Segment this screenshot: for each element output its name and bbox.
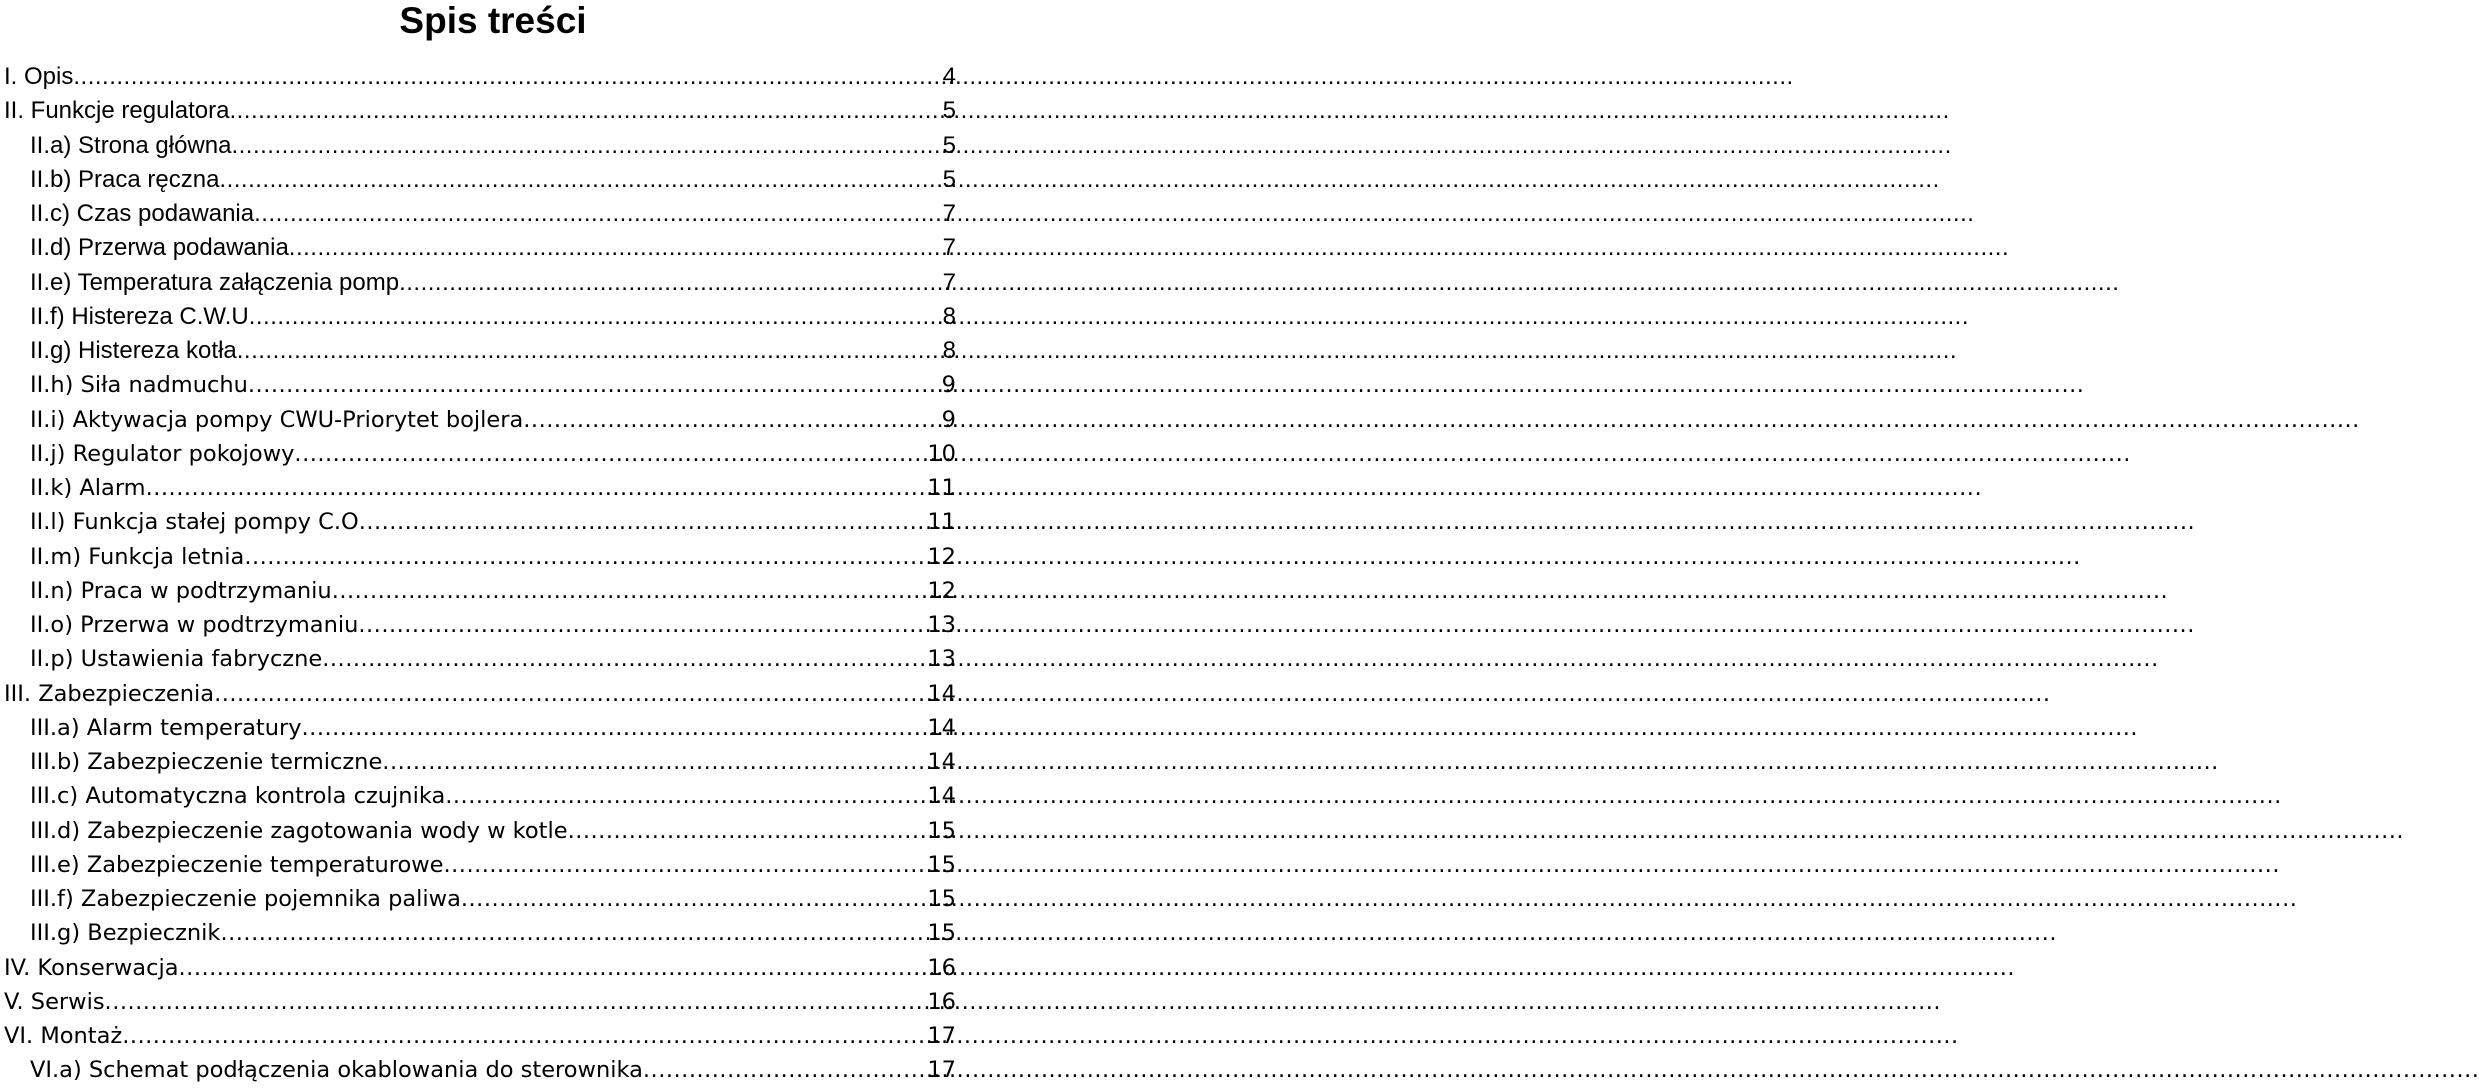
toc-entry[interactable] <box>0 711 960 745</box>
toc-dot-leader <box>237 334 943 368</box>
toc-dot-leader <box>322 642 927 676</box>
toc-entry[interactable] <box>0 608 960 642</box>
toc-page-number: 10 <box>927 440 956 467</box>
toc-page-number: 14 <box>927 783 956 810</box>
toc-dot-leader <box>302 711 928 745</box>
toc-entry-label: VI. Montaż <box>4 1023 123 1049</box>
toc-dot-leader <box>73 60 942 94</box>
toc-entry-label: III.g) Bezpiecznik <box>30 920 221 947</box>
toc-entry-label: II.p) Ustawienia fabryczne <box>30 646 323 673</box>
toc-entry-label: II.l) Funkcja stałej pompy C.O <box>30 509 359 536</box>
toc-page-number: 9 <box>941 406 956 433</box>
toc-entry-label: II.k) Alarm <box>30 475 146 501</box>
toc-page-number: 14 <box>927 714 956 741</box>
toc-page-number: 15 <box>927 886 956 912</box>
toc-entry-label: II.d) Przerwa podawania <box>30 234 289 262</box>
toc-page-number: 7 <box>942 268 956 296</box>
toc-entry[interactable] <box>0 814 960 848</box>
toc-page-number: 5 <box>942 131 956 159</box>
toc-dot-leader <box>254 197 943 231</box>
toc-entry-label: II.n) Praca w podtrzymaniu <box>30 577 332 604</box>
toc-dot-leader <box>244 540 927 574</box>
toc-entry[interactable] <box>0 163 960 197</box>
toc-entry[interactable] <box>0 745 960 779</box>
toc-dot-leader <box>248 368 942 402</box>
toc-entry[interactable] <box>0 642 960 676</box>
toc-dot-leader <box>122 1019 927 1053</box>
toc-page-number: 7 <box>942 234 956 262</box>
toc-dot-leader <box>231 129 942 163</box>
toc-dot-leader <box>359 505 928 539</box>
toc-page-number: 4 <box>942 63 956 90</box>
toc-entry-label: IV. Konserwacja <box>4 954 179 981</box>
toc-page-number: 12 <box>927 543 956 570</box>
toc-entry-label: II.j) Regulator pokojowy <box>30 440 295 467</box>
toc-entry[interactable] <box>0 882 960 916</box>
toc-entry[interactable] <box>0 368 960 402</box>
toc-page-number: 12 <box>927 577 956 604</box>
toc-entry[interactable] <box>0 231 960 265</box>
toc-entry[interactable] <box>0 779 960 813</box>
toc-entry-label: V. Serwis <box>4 988 105 1015</box>
toc-entry[interactable] <box>0 471 960 505</box>
toc-entry-label: III.c) Automatyczna kontrola czujnika <box>30 783 446 810</box>
toc-dot-leader <box>289 231 943 265</box>
toc-entry[interactable] <box>0 300 960 334</box>
toc-entry[interactable] <box>0 848 960 882</box>
toc-entry-label: III. Zabezpieczenia <box>4 680 215 707</box>
toc-page-number: 13 <box>927 612 956 638</box>
toc-entry-label: II.h) Siła nadmuchu <box>30 372 248 399</box>
toc-entry-label: II.b) Praca ręczna <box>30 165 220 193</box>
toc-dot-leader <box>220 916 927 950</box>
toc-dot-leader <box>523 403 941 437</box>
toc-dot-leader <box>382 745 927 779</box>
toc-page-number: 16 <box>927 954 956 981</box>
toc-dot-leader <box>179 951 928 985</box>
toc-entry[interactable] <box>0 437 960 471</box>
toc-dot-leader <box>294 437 927 471</box>
toc-entry[interactable] <box>0 951 960 985</box>
toc-entry[interactable] <box>0 677 960 711</box>
toc-entry[interactable] <box>0 266 960 300</box>
toc-dot-leader <box>214 677 927 711</box>
toc-entry-label: II.a) Strona główna <box>30 131 232 159</box>
toc-entry[interactable] <box>0 94 960 128</box>
toc-dot-leader <box>146 471 928 505</box>
toc-entry[interactable] <box>0 197 960 231</box>
toc-page-number: 9 <box>941 372 956 399</box>
toc-dot-leader <box>643 1053 927 1087</box>
toc-page-number: 16 <box>927 988 956 1015</box>
toc-entry-label: II.g) Histereza kotła <box>30 337 237 364</box>
toc-page-number: 14 <box>927 749 956 775</box>
toc-entry[interactable] <box>0 129 960 163</box>
toc-page-number: 8 <box>942 337 956 364</box>
toc-entry-label: II. Funkcje regulatora <box>4 97 230 125</box>
toc-page-number: 14 <box>927 680 956 707</box>
toc-entry[interactable] <box>0 60 960 94</box>
toc-page-number: 13 <box>927 646 956 673</box>
toc-page-number: 15 <box>927 817 956 844</box>
toc-page-number: 8 <box>942 302 956 330</box>
toc-dot-leader <box>399 266 943 300</box>
toc-dot-leader <box>229 94 942 128</box>
page-title: Spis treści <box>399 0 587 41</box>
toc-page-number: 7 <box>942 200 956 227</box>
toc-entry-label: III.e) Zabezpieczenie temperaturowe <box>30 851 444 878</box>
toc-entry-label: II.m) Funkcja letnia <box>30 543 245 570</box>
toc-dot-leader <box>249 300 943 334</box>
toc-dot-leader <box>105 985 928 1019</box>
toc-entry[interactable] <box>0 403 960 437</box>
toc-entry-label: II.c) Czas podawania <box>30 200 255 227</box>
toc-dot-leader <box>358 608 927 642</box>
toc-entry-label: VI.a) Schemat podłączenia okablowania do sterownika <box>30 1057 643 1084</box>
toc-entry-label: II.i) Aktywacja pompy CWU-Priorytet bojlera <box>30 406 524 433</box>
toc-dot-leader <box>443 848 927 882</box>
toc-dot-leader <box>332 574 928 608</box>
toc-page-number: 17 <box>927 1057 956 1084</box>
toc-dot-leader <box>568 814 928 848</box>
table-of-contents <box>0 60 960 1088</box>
toc-page-number: 15 <box>927 851 956 878</box>
toc-page-number: 15 <box>927 920 956 947</box>
toc-entry[interactable] <box>0 1019 960 1053</box>
toc-page-number: 17 <box>927 1023 956 1049</box>
toc-entry[interactable] <box>0 1053 960 1087</box>
toc-page-number: 11 <box>927 509 956 536</box>
toc-entry[interactable] <box>0 505 960 539</box>
toc-entry[interactable] <box>0 574 960 608</box>
toc-page-number: 11 <box>927 475 956 501</box>
toc-entry[interactable] <box>0 540 960 574</box>
toc-entry[interactable] <box>0 985 960 1019</box>
toc-entry-label: II.o) Przerwa w podtrzymaniu <box>30 612 359 638</box>
toc-entry-label: III.d) Zabezpieczenie zagotowania wody w kotle <box>30 817 568 844</box>
toc-entry[interactable] <box>0 916 960 950</box>
toc-dot-leader <box>219 163 942 197</box>
toc-entry-label: II.e) Temperatura załączenia pomp <box>30 268 400 296</box>
toc-entry-label: II.f) Histereza C.W.U <box>30 302 249 330</box>
toc-dot-leader <box>445 779 927 813</box>
toc-entry-label: III.b) Zabezpieczenie termiczne <box>30 749 383 775</box>
toc-entry-label: I. Opis <box>4 63 74 90</box>
toc-entry-label: III.f) Zabezpieczenie pojemnika paliwa <box>30 886 461 912</box>
toc-page-number: 5 <box>942 165 956 193</box>
toc-entry-label: III.a) Alarm temperatury <box>30 714 302 741</box>
toc-entry[interactable] <box>0 334 960 368</box>
toc-page-number: 5 <box>942 97 956 125</box>
toc-dot-leader <box>461 882 927 916</box>
